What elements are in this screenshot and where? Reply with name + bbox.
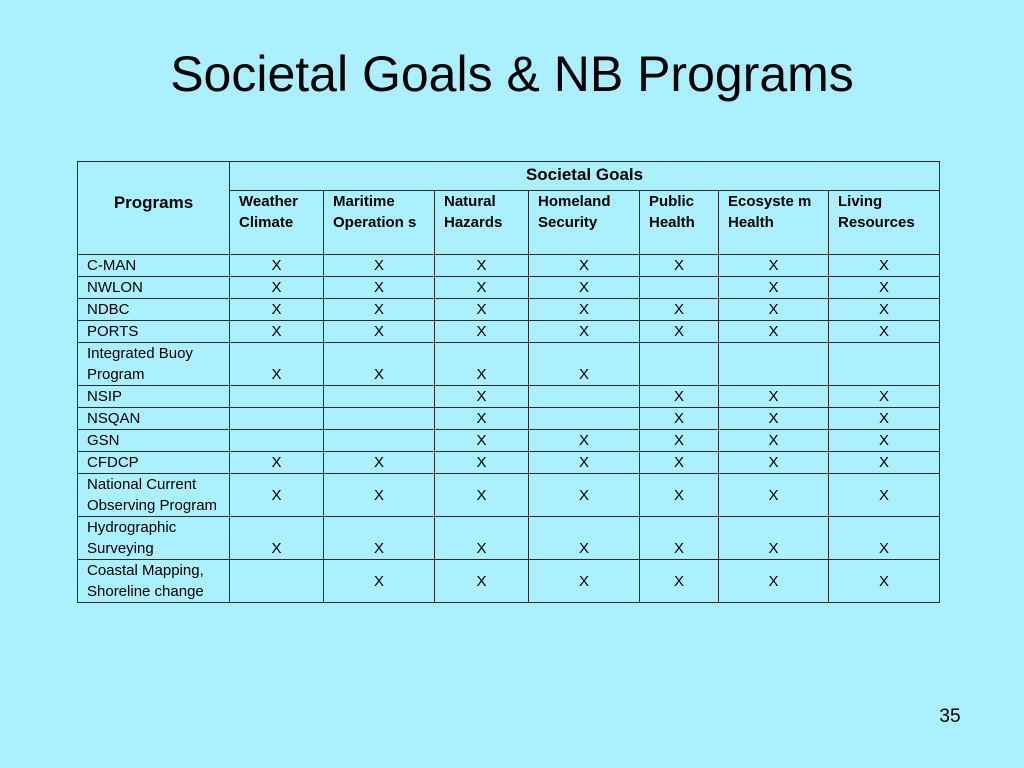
goal-column-header: Weather Climate	[230, 191, 324, 255]
goal-mark-cell: X	[529, 474, 640, 517]
goal-mark-cell: X	[640, 408, 719, 430]
table-row	[78, 386, 940, 408]
goal-mark-cell: X	[640, 299, 719, 321]
goal-mark-cell: X	[435, 430, 529, 452]
goal-mark-cell: X	[230, 299, 324, 321]
goal-mark-cell: X	[719, 321, 829, 343]
goal-mark-cell: X	[529, 452, 640, 474]
goal-mark-cell: X	[829, 474, 940, 517]
goal-mark-cell: X	[435, 321, 529, 343]
societal-goals-header: Societal Goals	[230, 162, 940, 191]
goal-mark-cell: X	[435, 517, 529, 560]
goal-mark-cell: X	[435, 474, 529, 517]
goal-mark-cell: X	[230, 517, 324, 560]
goal-mark-cell: X	[640, 430, 719, 452]
goal-mark-cell: X	[529, 560, 640, 603]
program-name-cell: NSQAN	[78, 408, 230, 430]
goal-mark-cell: X	[640, 517, 719, 560]
program-name-cell: CFDCP	[78, 452, 230, 474]
goal-column-header: Ecosyste m Health	[719, 191, 829, 255]
goal-mark-cell: X	[435, 343, 529, 386]
goal-column-header: Homeland Security	[529, 191, 640, 255]
goal-mark-cell: X	[529, 299, 640, 321]
slide-title: Societal Goals & NB Programs	[170, 46, 854, 102]
goal-mark-cell: X	[529, 343, 640, 386]
goal-mark-cell: X	[324, 343, 435, 386]
goal-mark-cell	[324, 408, 435, 430]
program-name-cell: National Current Observing Program	[78, 474, 230, 517]
table-row	[78, 299, 940, 321]
goal-mark-cell: X	[435, 299, 529, 321]
goal-mark-cell: X	[435, 255, 529, 277]
goal-mark-cell: X	[719, 517, 829, 560]
program-name-cell: NWLON	[78, 277, 230, 299]
goal-mark-cell: X	[324, 255, 435, 277]
program-name-cell: NSIP	[78, 386, 230, 408]
goal-mark-cell: X	[324, 277, 435, 299]
table-row	[78, 255, 940, 277]
goal-mark-cell: X	[529, 517, 640, 560]
table-row	[78, 343, 940, 386]
goal-mark-cell: X	[640, 321, 719, 343]
goal-mark-cell: X	[829, 321, 940, 343]
goal-mark-cell	[230, 560, 324, 603]
goal-mark-cell: X	[640, 255, 719, 277]
goal-mark-cell: X	[435, 277, 529, 299]
goal-mark-cell: X	[529, 430, 640, 452]
goal-mark-cell: X	[529, 255, 640, 277]
goal-mark-cell: X	[829, 430, 940, 452]
page-number: 35	[939, 706, 961, 727]
program-name-cell: C-MAN	[78, 255, 230, 277]
goal-mark-cell: X	[435, 408, 529, 430]
goal-mark-cell: X	[829, 277, 940, 299]
goal-mark-cell	[640, 277, 719, 299]
goal-mark-cell: X	[829, 255, 940, 277]
goal-mark-cell	[230, 408, 324, 430]
goal-mark-cell	[324, 386, 435, 408]
goal-mark-cell: X	[719, 277, 829, 299]
goal-mark-cell: X	[324, 321, 435, 343]
goal-mark-cell: X	[529, 321, 640, 343]
goal-column-header: Living Resources	[829, 191, 940, 255]
table-row	[78, 452, 940, 474]
goal-mark-cell: X	[324, 474, 435, 517]
goal-mark-cell: X	[640, 474, 719, 517]
goal-mark-cell	[230, 386, 324, 408]
table-header-row-top	[78, 162, 940, 191]
goal-column-header: Maritime Operation s	[324, 191, 435, 255]
table-row	[78, 474, 940, 517]
goal-mark-cell	[324, 430, 435, 452]
goal-mark-cell: X	[230, 321, 324, 343]
goal-mark-cell: X	[435, 560, 529, 603]
program-name-cell: GSN	[78, 430, 230, 452]
goal-column-header: Natural Hazards	[435, 191, 529, 255]
goal-mark-cell: X	[719, 255, 829, 277]
goal-mark-cell: X	[719, 430, 829, 452]
goal-mark-cell: X	[640, 386, 719, 408]
table-row	[78, 430, 940, 452]
goal-mark-cell	[719, 343, 829, 386]
goal-mark-cell: X	[230, 255, 324, 277]
table-row	[78, 517, 940, 560]
goal-mark-cell: X	[719, 474, 829, 517]
goal-mark-cell	[529, 386, 640, 408]
goal-mark-cell: X	[324, 517, 435, 560]
goal-mark-cell: X	[829, 299, 940, 321]
goal-mark-cell	[230, 430, 324, 452]
table-row	[78, 321, 940, 343]
goal-mark-cell: X	[719, 560, 829, 603]
goal-mark-cell	[829, 343, 940, 386]
program-name-cell: PORTS	[78, 321, 230, 343]
table-body	[78, 255, 940, 603]
program-name-cell: Coastal Mapping, Shoreline change	[78, 560, 230, 603]
goal-mark-cell: X	[829, 408, 940, 430]
goal-mark-cell: X	[324, 299, 435, 321]
table-row	[78, 277, 940, 299]
goal-mark-cell	[640, 343, 719, 386]
program-name-cell: NDBC	[78, 299, 230, 321]
goal-mark-cell: X	[829, 452, 940, 474]
table-row	[78, 560, 940, 603]
goal-mark-cell: X	[719, 408, 829, 430]
goal-mark-cell: X	[324, 452, 435, 474]
goal-mark-cell: X	[324, 560, 435, 603]
goal-mark-cell: X	[829, 517, 940, 560]
goal-mark-cell: X	[640, 452, 719, 474]
goal-mark-cell: X	[435, 386, 529, 408]
goal-mark-cell	[529, 408, 640, 430]
goal-mark-cell: X	[719, 452, 829, 474]
goal-mark-cell: X	[230, 474, 324, 517]
programs-goals-table	[77, 161, 940, 603]
goal-mark-cell: X	[829, 386, 940, 408]
goal-mark-cell: X	[230, 343, 324, 386]
goal-mark-cell: X	[640, 560, 719, 603]
goal-mark-cell: X	[529, 277, 640, 299]
goal-mark-cell: X	[719, 386, 829, 408]
programs-column-header: Programs	[78, 162, 230, 255]
goal-mark-cell: X	[829, 560, 940, 603]
goal-mark-cell: X	[435, 452, 529, 474]
program-name-cell: Integrated Buoy Program	[78, 343, 230, 386]
program-name-cell: Hydrographic Surveying	[78, 517, 230, 560]
goal-mark-cell: X	[230, 277, 324, 299]
goal-mark-cell: X	[719, 299, 829, 321]
table-row	[78, 408, 940, 430]
goal-mark-cell: X	[230, 452, 324, 474]
goal-column-header: Public Health	[640, 191, 719, 255]
